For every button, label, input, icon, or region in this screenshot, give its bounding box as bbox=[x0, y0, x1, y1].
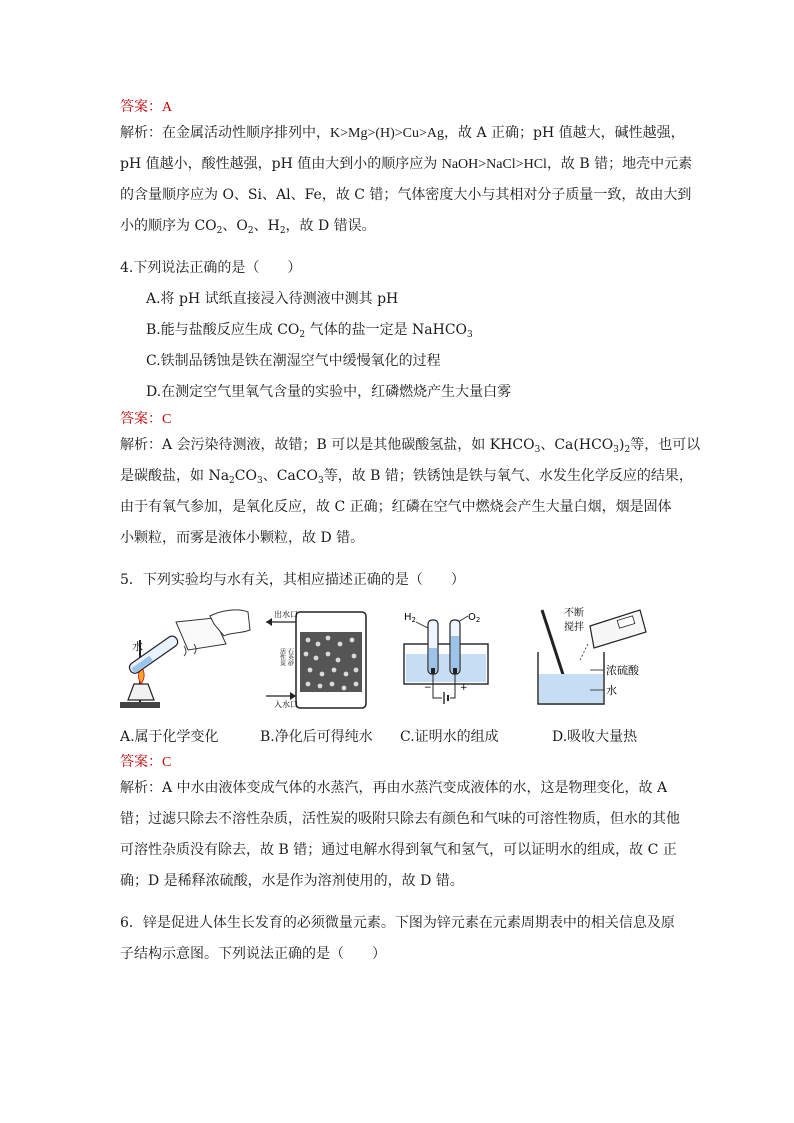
q4-exp2-a: 是碳酸盐，如 Na bbox=[120, 468, 230, 484]
fig-a-water-label: 水 bbox=[132, 640, 143, 653]
q4-exp1-b: 、Ca(HCO bbox=[540, 437, 614, 453]
outlet-arrow bbox=[266, 618, 272, 626]
q4-option-c: C.铁制品锈蚀是铁在潮湿空气中缓慢氧化的过程 bbox=[146, 353, 441, 369]
q4-optb-a: B.能与盐酸反应生成 CO bbox=[146, 322, 300, 338]
q3-exp4-c: 、H bbox=[253, 218, 280, 234]
cathode bbox=[431, 668, 435, 674]
q3-exp2-a: pH 值越小，酸性越强，pH 值由大到小的顺序应为 bbox=[120, 156, 442, 172]
fig-d-stir-label-1: 不断 bbox=[564, 608, 584, 619]
figure-d-dilution bbox=[530, 600, 650, 712]
q4-exp2-sub1: 2 bbox=[229, 476, 235, 486]
q3-exp2-c: ，故 B 错；地壳中元素 bbox=[546, 156, 693, 172]
beaker-water bbox=[539, 674, 603, 703]
fig-d-acid-label: 浓硫酸 bbox=[606, 664, 639, 677]
q5-explanation-line-3: 可溶性杂质没有除去，故 B 错；通过电解水得到氧气和氢气，可以证明水的组成，故 C 正 bbox=[120, 842, 677, 858]
q3-exp1-c: ，故 A 正确；pH 值越大，碱性越强， bbox=[444, 125, 685, 141]
fig-b-carbon-label: 活性炭 bbox=[278, 648, 286, 666]
q4-exp2-d: 等，故 B 错；铁锈蚀是铁与氧气、水发生化学反应的结果， bbox=[323, 468, 693, 484]
q4-explanation-line-3: 由于有氧气参加，是氧化反应，故 C 正确；红磷在空气中燃烧会产生大量白烟，烟是固体 bbox=[120, 499, 672, 515]
fig-c-o2-label: $O_2$ bbox=[468, 612, 481, 624]
q3-exp4-sub2: 2 bbox=[247, 226, 254, 236]
q3-exp4-b: 、O bbox=[222, 218, 248, 234]
q3-exp4-sub3: 2 bbox=[279, 226, 286, 236]
q4-explanation-line-4: 小颗粒，而雾是液体小颗粒，故 D 错。 bbox=[120, 530, 365, 546]
inlet-arrow bbox=[290, 692, 296, 700]
q4-explanation-line-2 bbox=[120, 466, 693, 486]
fig-d-stir-label-2: 搅拌 bbox=[564, 622, 584, 633]
q4-optb-sub: 2 bbox=[299, 330, 306, 340]
q4-exp1-a: 解析：A 会污染待测液，故错；B 可以是其他碳酸氢盐，如 KHCO bbox=[120, 437, 535, 453]
fig-c-h2-label: $H_2$ bbox=[404, 612, 416, 624]
q4-option-b bbox=[146, 320, 473, 340]
q3-exp1-a: 解析：在金属活动性顺序排列中， bbox=[120, 125, 330, 141]
q3-exp4-d: ，故 D 错误。 bbox=[285, 218, 376, 234]
q5-answer-label: 答案： bbox=[120, 754, 162, 770]
q5-caption-c: C.证明水的组成 bbox=[400, 729, 499, 745]
q3-exp1-b: K>Mg>(H)>Cu>Ag bbox=[330, 126, 445, 141]
q3-exp4-sub1: 2 bbox=[216, 226, 223, 236]
anode bbox=[453, 668, 457, 674]
q5-explanation-line-2: 错；过滤只除去不溶性杂质，活性炭的吸附只除去有颜色和气味的可溶性物质，但水的其他 bbox=[120, 811, 680, 827]
fig-b-outlet-label: 出水口 bbox=[274, 610, 298, 619]
trough-water bbox=[406, 654, 486, 682]
q4-option-d: D.在测定空气里氧气含量的实验中，红磷燃烧产生大量白雾 bbox=[146, 384, 512, 400]
q4-exp2-sub2: 3 bbox=[256, 476, 263, 486]
q5-caption-b: B.净化后可得纯水 bbox=[260, 729, 373, 745]
q3-explanation-line-1 bbox=[120, 123, 685, 144]
q3-exp2-b: NaOH>NaCl>HCl bbox=[441, 157, 547, 172]
q4-exp2-b: CO bbox=[234, 468, 257, 484]
figure-a-distillation bbox=[114, 600, 254, 715]
q5-explanation-line-1: 解析：A 中水由液体变成气体的水蒸汽，再由水蒸汽变成液体的水，这是物理变化，故 A bbox=[120, 780, 668, 796]
q3-exp4-a: 小的顺序为 CO bbox=[120, 218, 217, 234]
q4-explanation-line-1 bbox=[120, 435, 700, 455]
minus-sign: − bbox=[424, 683, 432, 693]
q5-explanation-line-4: 确；D 是稀释浓硫酸，水是作为溶剂使用的，故 D 错。 bbox=[120, 873, 464, 889]
figure-b-purifier bbox=[262, 604, 370, 714]
q3-answer-label: 答案： bbox=[120, 99, 162, 115]
q4-answer bbox=[120, 409, 171, 430]
stand-base bbox=[120, 702, 160, 708]
q5-stem: 5．下列实验均与水有关，其相应描述正确的是（ ） bbox=[120, 572, 465, 588]
q6-stem-line-1: 6．锌是促进人体生长发育的必须微量元素。下图为锌元素在元素周期表中的相关信息及原 bbox=[120, 915, 675, 931]
q4-optb-b: 气体的盐一定是 NaHCO bbox=[305, 322, 468, 338]
q3-answer bbox=[120, 97, 172, 118]
fig-d-water-label: 水 bbox=[606, 684, 617, 697]
q5-answer-letter: C bbox=[162, 755, 172, 770]
fig-b-sand-label: 石英砂 bbox=[286, 648, 294, 666]
alcohol-lamp bbox=[128, 684, 154, 700]
o2-tube-water bbox=[451, 636, 459, 672]
q4-exp2-c: 、CaCO bbox=[262, 468, 318, 484]
figure-c-electrolysis bbox=[398, 606, 498, 710]
q3-explanation-line-3: 的含量顺序应为 O、Si、Al、Fe，故 C 错；气体密度大小与其相对分子质量一致，故由大到 bbox=[120, 187, 692, 203]
q4-option-a: A.将 pH 试纸直接浸入待测液中测其 pH bbox=[146, 291, 399, 307]
q5-caption-a: A.属于化学变化 bbox=[120, 729, 219, 745]
acid-bottle bbox=[590, 610, 646, 648]
q3-answer-letter: A bbox=[162, 100, 173, 115]
acid-stream bbox=[580, 644, 588, 660]
q4-stem: 4.下列说法正确的是（ ） bbox=[120, 260, 302, 276]
q4-optb-sub2: 3 bbox=[467, 330, 473, 340]
q4-exp2-sub3: 3 bbox=[317, 476, 324, 486]
plus-sign: + bbox=[460, 683, 468, 693]
q5-answer bbox=[120, 752, 171, 773]
fig-b-inlet-label: 入水口 bbox=[274, 700, 298, 709]
q4-answer-label: 答案： bbox=[120, 411, 162, 427]
q3-explanation-line-2 bbox=[120, 154, 692, 175]
q4-exp1-c: ) bbox=[619, 437, 625, 453]
q4-exp1-sub2: 3 bbox=[613, 445, 619, 455]
q4-exp1-d: 等，也可以 bbox=[630, 437, 701, 453]
q4-exp1-sub1: 3 bbox=[534, 445, 541, 455]
q3-explanation-line-4 bbox=[120, 216, 376, 236]
q4-exp1-sub3: 2 bbox=[624, 445, 631, 455]
h2-pointer bbox=[416, 622, 428, 628]
q6-stem-line-2: 子结构示意图。下列说法正确的是（ ） bbox=[120, 946, 386, 962]
q5-caption-d: D.吸收大量热 bbox=[552, 729, 638, 745]
q4-answer-letter: C bbox=[162, 412, 172, 427]
